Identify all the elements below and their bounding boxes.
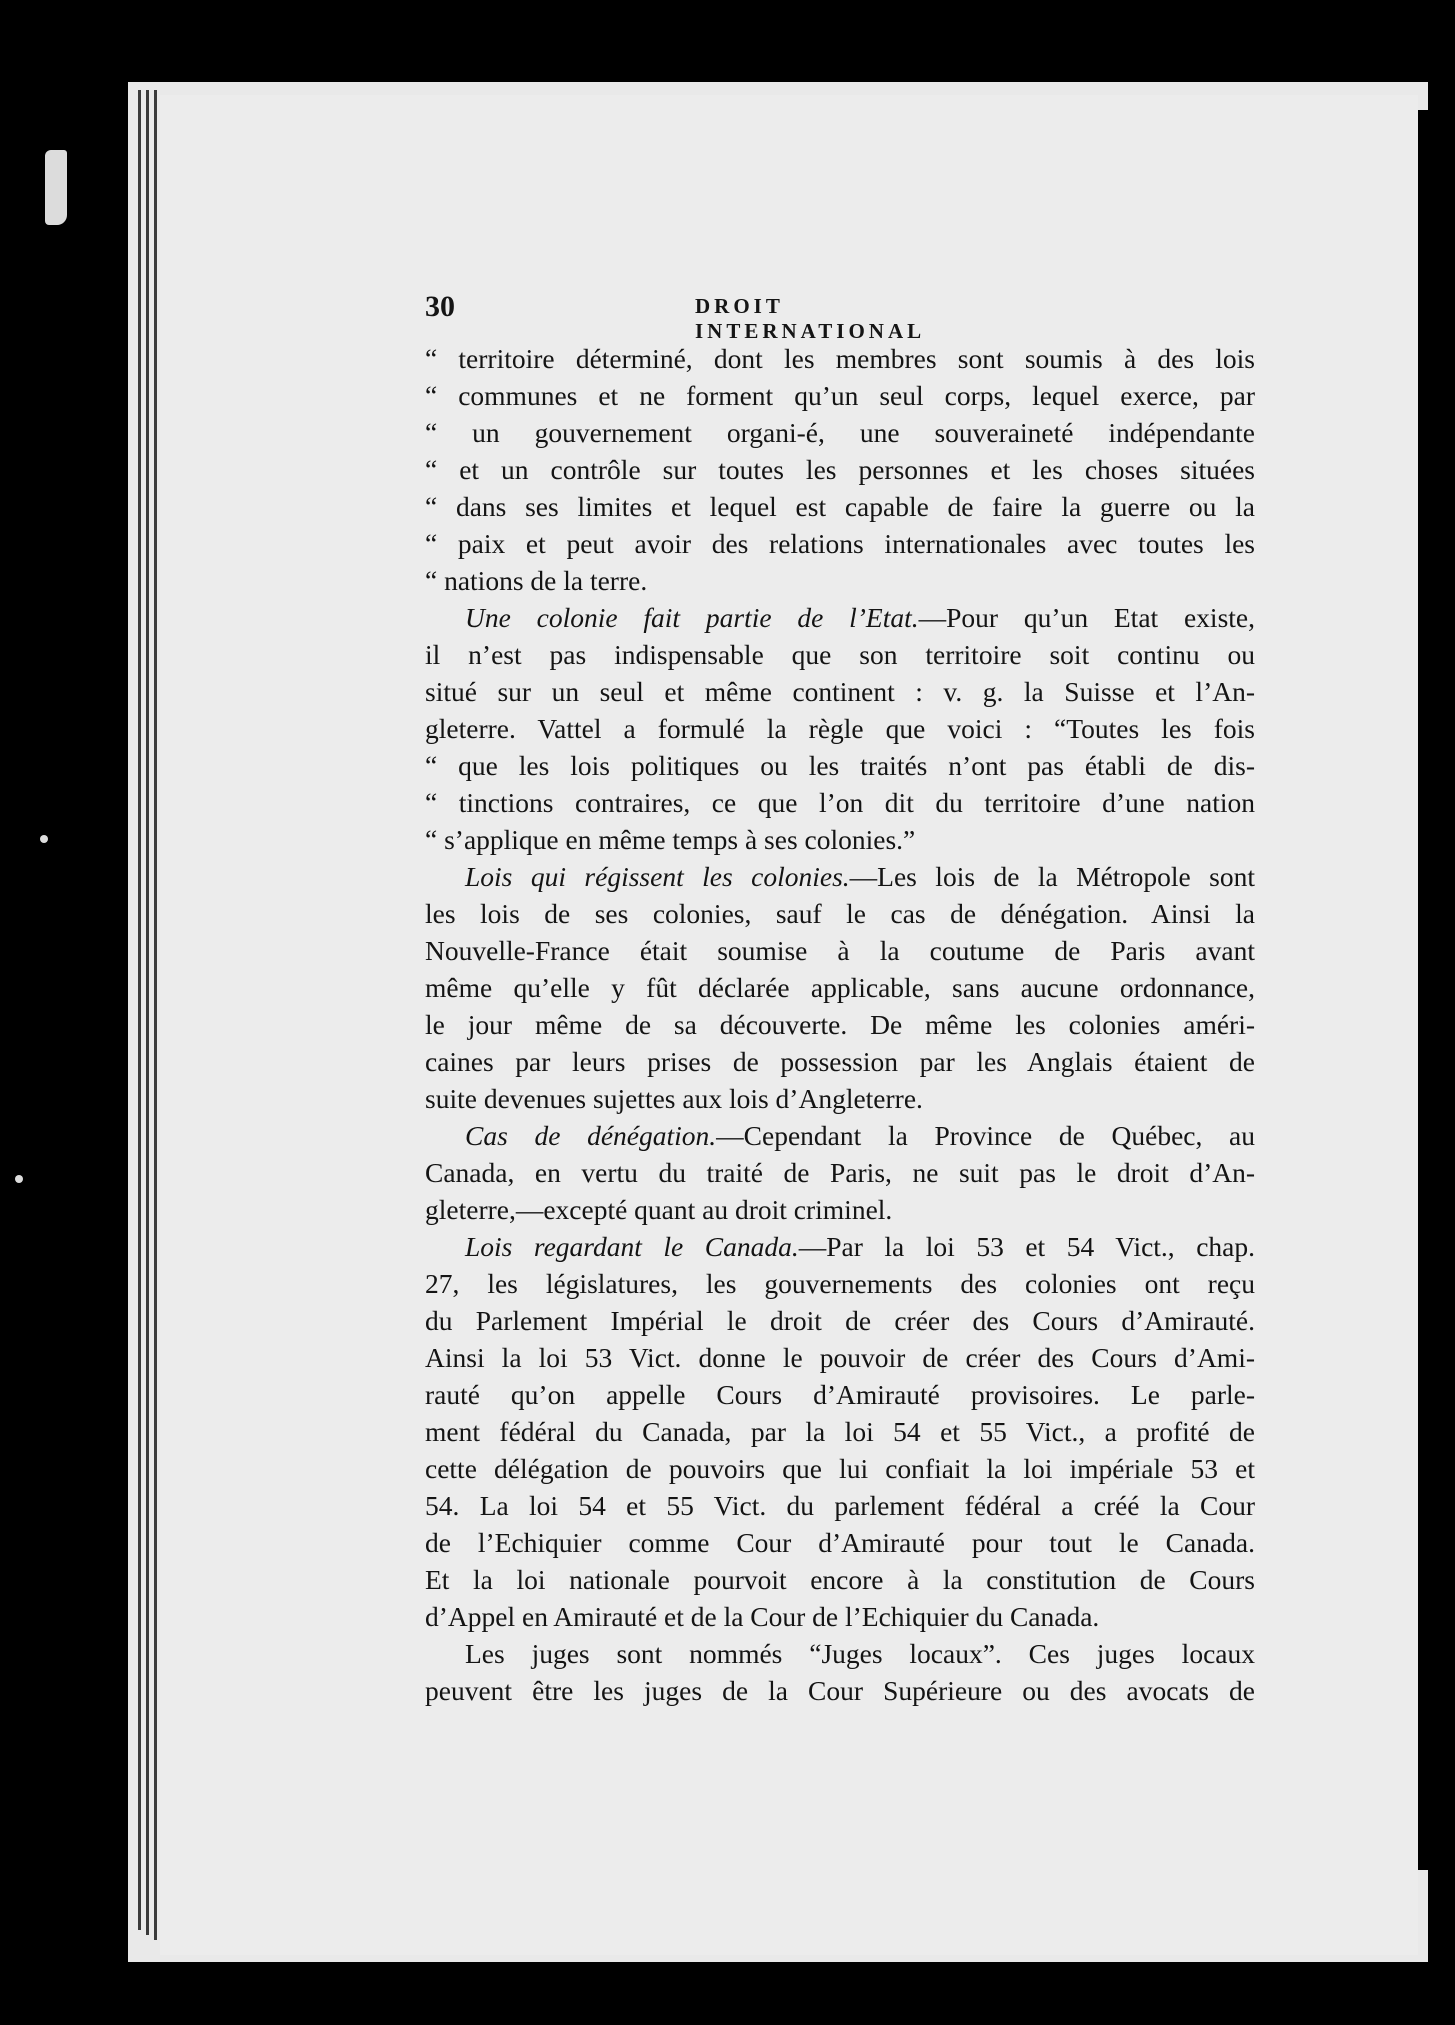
- text-line: Ainsi la loi 53 Vict. donne le pouvoir de créer des Cours d’Ami-: [425, 1342, 1255, 1373]
- text-line: [425, 599, 1255, 636]
- text-run: —Par la loi 53 et 54 Vict., chap.: [798, 1231, 1255, 1262]
- text-run: —Les lois de la Métropole sont: [849, 861, 1255, 892]
- text-line: Nouvelle-France était soumise à la coutume de Paris avant: [425, 935, 1255, 966]
- text-line: [425, 1228, 1255, 1265]
- page-header: [425, 290, 1005, 343]
- text-line: Les juges sont nommés “Juges locaux”. Ces juges locaux: [465, 1638, 1255, 1669]
- text-line: les lois de ses colonies, sauf le cas de dénégation. Ainsi la: [425, 898, 1255, 929]
- running-head: DROIT INTERNATIONAL: [695, 294, 926, 343]
- text-line: situé sur un seul et même continent : v. g. la Suisse et l’An-: [425, 676, 1255, 707]
- text-line: Et la loi nationale pourvoit encore à la constitution de Cours: [425, 1564, 1255, 1595]
- text-line: rauté qu’on appelle Cours d’Amirauté provisoires. Le parle-: [425, 1379, 1255, 1410]
- text-line: il n’est pas indispensable que son territoire soit continu ou: [425, 639, 1255, 670]
- paragraph: [425, 858, 1255, 1117]
- text-line: ment fédéral du Canada, par la loi 54 et 55 Vict., a profité de: [425, 1416, 1255, 1447]
- text-line: caines par leurs prises de possession par les Anglais étaient de: [425, 1046, 1255, 1077]
- text-line: Canada, en vertu du traité de Paris, ne suit pas le droit d’An-: [425, 1157, 1255, 1188]
- text-line: “ territoire déterminé, dont les membres sont soumis à des lois: [425, 343, 1255, 374]
- text-line: du Parlement Impérial le droit de créer des Cours d’Amirauté.: [425, 1305, 1255, 1336]
- section-heading: Une colonie fait partie de l’Etat.: [465, 602, 919, 633]
- page-shadow: [1418, 110, 1455, 1870]
- text-line: [425, 1117, 1255, 1154]
- text-line: peuvent être les juges de la Cour Supérieure ou des avocats de: [425, 1675, 1255, 1706]
- page-edge: [146, 90, 149, 1935]
- text-line: le jour même de sa découverte. De même les colonies améri-: [425, 1009, 1255, 1040]
- text-line: “ et un contrôle sur toutes les personnes et les choses situées: [425, 454, 1255, 485]
- paragraph: [425, 1635, 1255, 1709]
- page-text: [425, 340, 1255, 1709]
- text-line: cette délégation de pouvoirs que lui confiait la loi impériale 53 et: [425, 1453, 1255, 1484]
- text-line: 54. La loi 54 et 55 Vict. du parlement fédéral a créé la Cour: [425, 1490, 1255, 1521]
- text-line: de l’Echiquier comme Cour d’Amirauté pour tout le Canada.: [425, 1527, 1255, 1558]
- text-line: “ nations de la terre.: [425, 565, 648, 596]
- page-edge: [154, 90, 157, 1940]
- text-line: d’Appel en Amirauté et de la Cour de l’Echiquier du Canada.: [425, 1601, 1100, 1632]
- section-heading: Lois regardant le Canada.: [465, 1231, 799, 1262]
- text-line: [425, 858, 1255, 895]
- section-heading: Cas de dénégation.: [465, 1120, 717, 1151]
- text-line: “ tinctions contraires, ce que l’on dit du territoire d’une nation: [425, 787, 1255, 818]
- paragraph: [425, 599, 1255, 858]
- paragraph: [425, 340, 1255, 599]
- text-line: “ communes et ne forment qu’un seul corps, lequel exerce, par: [425, 380, 1255, 411]
- section-heading: Lois qui régissent les colonies.: [465, 861, 850, 892]
- text-line: gleterre,—excepté quant au droit criminel.: [425, 1194, 893, 1225]
- text-line: “ un gouvernement organi-é, une souveraineté indépendante: [425, 417, 1255, 448]
- text-line: “ paix et peut avoir des relations internationales avec toutes les: [425, 528, 1255, 559]
- paragraph: [425, 1228, 1255, 1635]
- page-edge: [138, 90, 141, 1930]
- paragraph: [425, 1117, 1255, 1228]
- speck: [15, 1175, 23, 1183]
- text-run: —Pour qu’un Etat existe,: [918, 602, 1255, 633]
- text-line: gleterre. Vattel a formulé la règle que voici : “Toutes les fois: [425, 713, 1255, 744]
- page-number: 30: [425, 290, 455, 323]
- text-line: “ dans ses limites et lequel est capable de faire la guerre ou la: [425, 491, 1255, 522]
- binding-mark: [45, 150, 67, 225]
- text-line: “ s’applique en même temps à ses colonies.”: [425, 824, 916, 855]
- text-line: même qu’elle y fût déclarée applicable, sans aucune ordonnance,: [425, 972, 1255, 1003]
- text-line: 27, les législatures, les gouvernements des colonies ont reçu: [425, 1268, 1255, 1299]
- text-line: suite devenues sujettes aux lois d’Angleterre.: [425, 1083, 923, 1114]
- text-line: “ que les lois politiques ou les traités n’ont pas établi de dis-: [425, 750, 1255, 781]
- text-run: —Cependant la Province de Québec, au: [716, 1120, 1255, 1151]
- speck: [40, 835, 48, 843]
